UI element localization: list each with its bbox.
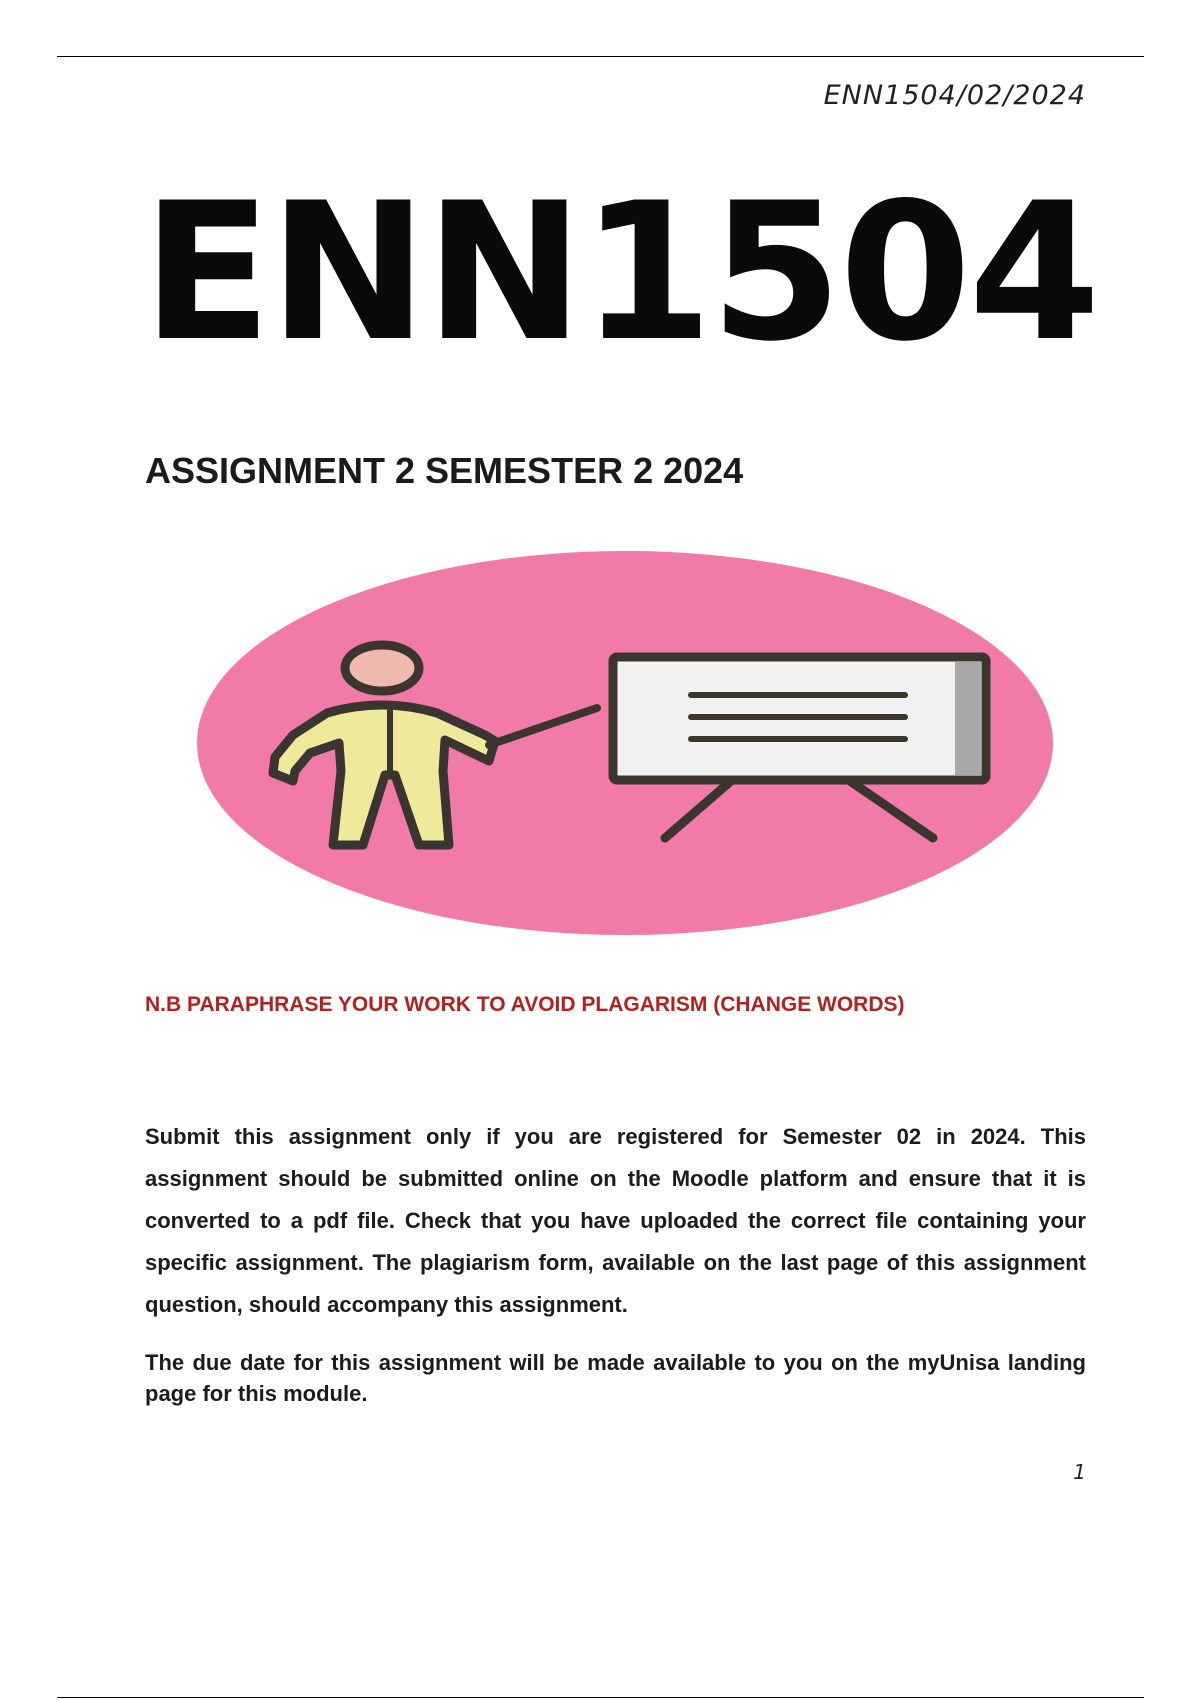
presenter-head (345, 645, 419, 691)
board-side-edge (955, 662, 981, 775)
due-date-note: The due date for this assignment will be made available to you on the myUnisa landing page for this module. (145, 1350, 1086, 1406)
module-code-title: ENN1504 (142, 162, 1098, 383)
page-number: 1 (1073, 1460, 1086, 1484)
document-code: ENN1504/02/2024 (823, 80, 1086, 111)
top-rule (57, 56, 1144, 57)
teacher-presentation-icon (145, 535, 1100, 945)
paraphrase-notice: N.B PARAPHRASE YOUR WORK TO AVOID PLAGARISM (CHANGE WORDS) (145, 993, 905, 1016)
bottom-rule (57, 1697, 1144, 1698)
submission-instructions: Submit this assignment only if you are registered for Semester 02 in 2024. This assignment should be submitted online on the Moodle platform and ensure that it is converted to a pdf file. Check that you have uploaded the correct file containing your specific assignment. The plagiarism form, available on the last page of this assignment question, should accompany this assignment. (145, 1124, 1086, 1317)
assignment-title: ASSIGNMENT 2 SEMESTER 2 2024 (145, 450, 744, 491)
